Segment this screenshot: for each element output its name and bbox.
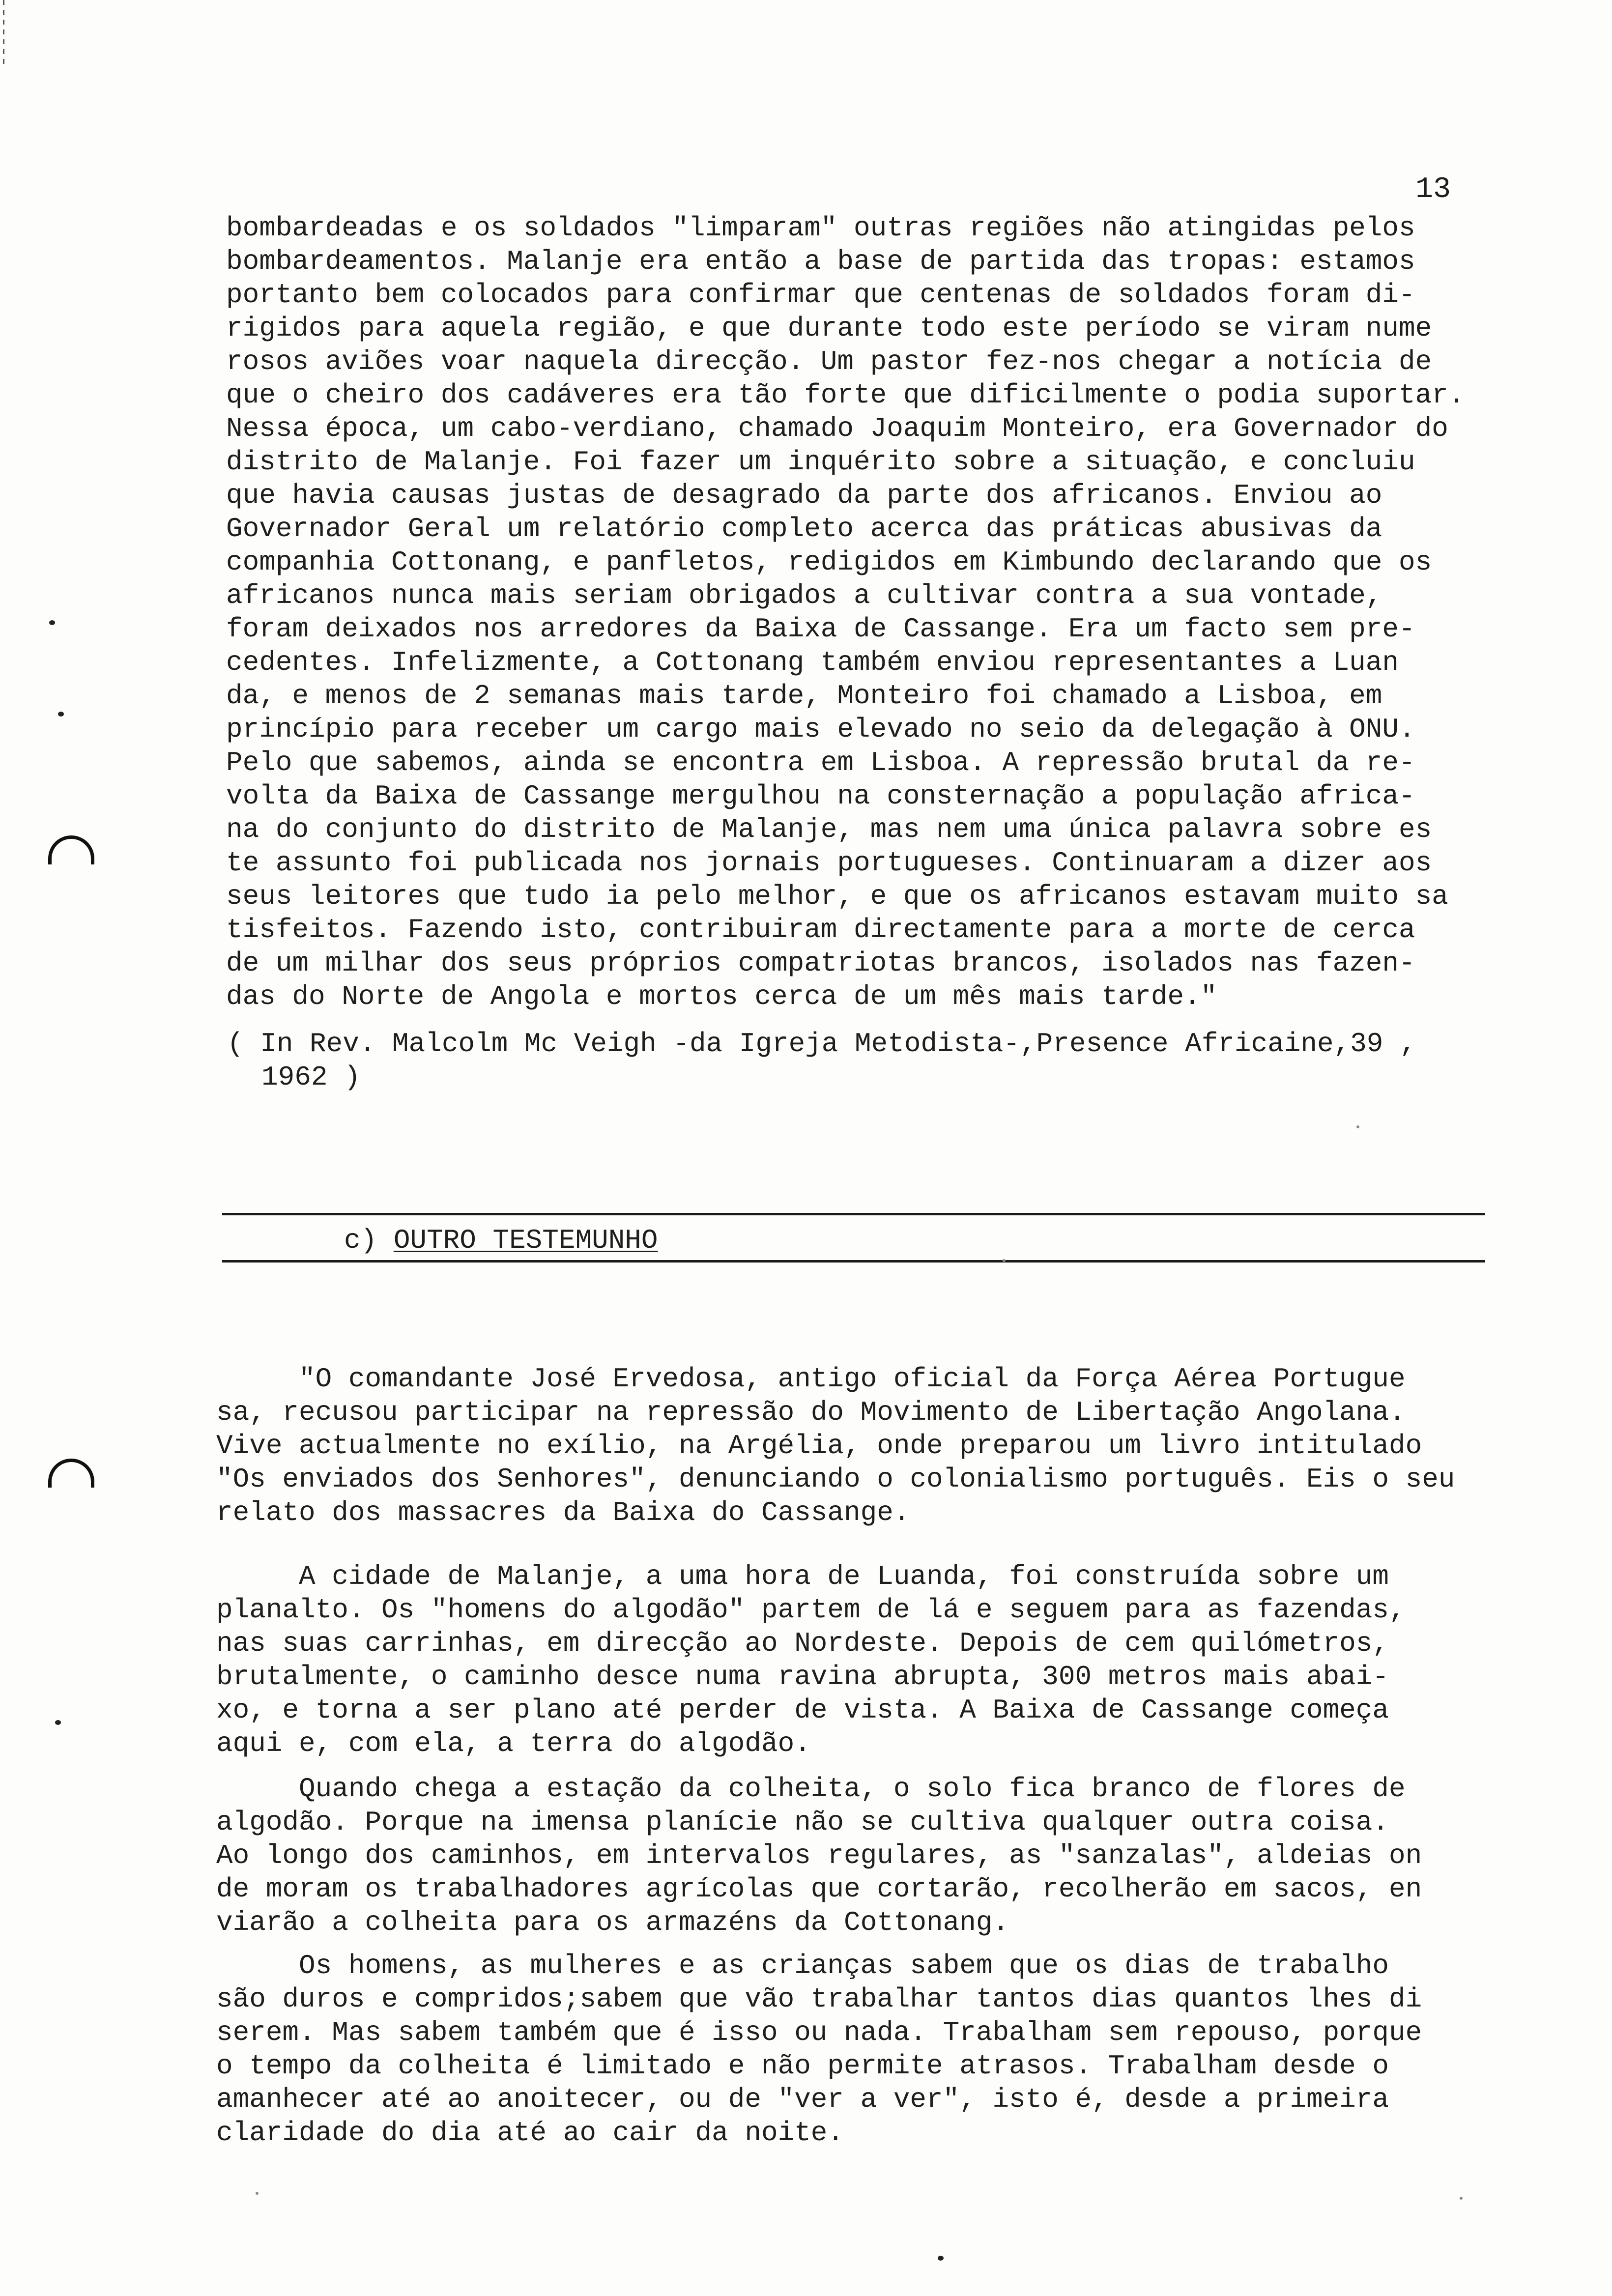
- citation-source: ( In Rev. Malcolm Mc Veigh -da Igreja Metodista-,Presence Africaine,39 ,: [227, 1028, 1416, 1060]
- quote-line: companhia Cottonang, e panfletos, redigidos em Kimbundo declarando que os: [226, 546, 1432, 578]
- paragraph-line: "O comandante José Ervedosa, antigo oficial da Força Aérea Portugue: [216, 1363, 1406, 1395]
- quote-line: Nessa época, um cabo-verdiano, chamado Joaquim Monteiro, era Governador do: [226, 413, 1448, 444]
- paragraph-line: o tempo da colheita é limitado e não permite atrasos. Trabalham desde o: [216, 2050, 1389, 2082]
- quote-line: de um milhar dos seus próprios compatriotas brancos, isolados nas fazen-: [226, 947, 1415, 979]
- paragraph: [216, 1949, 1494, 2150]
- quote-line: que o cheiro dos cadáveres era tão forte que dificilmente o podia suportar.: [226, 379, 1465, 411]
- quote-line: na do conjunto do distrito de Malanje, mas nem uma única palavra sobre es: [226, 814, 1432, 845]
- quote-line: portanto bem colocados para confirmar que centenas de soldados foram di-: [226, 279, 1415, 311]
- paragraph-line: nas suas carrinhas, em direcção ao Nordeste. Depois de cem quilómetros,: [216, 1628, 1389, 1659]
- margin-dot: [938, 2256, 944, 2261]
- quote-line: volta da Baixa de Cassange mergulhou na consternação a população africa-: [226, 780, 1415, 812]
- quote-line: das do Norte de Angola e mortos cerca de um mês mais tarde.": [226, 981, 1217, 1012]
- scan-edge-artifact: [3, 0, 4, 69]
- quote-line: que havia causas justas de desagrado da parte dos africanos. Enviou ao: [226, 480, 1382, 511]
- section-rule-bottom: [222, 1260, 1485, 1263]
- scan-speck: [256, 2192, 259, 2195]
- paragraph-line: brutalmente, o caminho desce numa ravina abrupta, 300 metros mais abai-: [216, 1661, 1389, 1693]
- quote-line: te assunto foi publicada nos jornais portugueses. Continuaram a dizer aos: [226, 847, 1432, 879]
- quote-line: princípio para receber um cargo mais elevado no seio da delegação à ONU.: [226, 714, 1415, 745]
- paragraph-line: Ao longo dos caminhos, em intervalos regulares, as "sanzalas", aldeias on: [216, 1840, 1422, 1871]
- paragraph-line: claridade do dia até ao cair da noite.: [216, 2117, 844, 2149]
- margin-dot: [55, 1720, 61, 1725]
- paragraph-line: A cidade de Malanje, a uma hora de Luanda, foi construída sobre um: [216, 1561, 1389, 1592]
- quote-line: foram deixados nos arredores da Baixa de Cassange. Era um facto sem pre-: [226, 613, 1415, 645]
- paragraph-line: Os homens, as mulheres e as crianças sabem que os dias de trabalho: [216, 1950, 1389, 1981]
- paragraph-line: de moram os trabalhadores agrícolas que cortarão, recolherão em sacos, en: [216, 1873, 1422, 1905]
- paragraph-line: serem. Mas sabem também que é isso ou nada. Trabalham sem repouso, porque: [216, 2017, 1422, 2048]
- paragraph: [216, 1560, 1494, 1760]
- margin-dot: [58, 712, 64, 717]
- section-rule-top: [222, 1213, 1485, 1215]
- citation-year: 1962 ): [261, 1062, 361, 1093]
- quote-line: rigidos para aquela região, e que durante todo este período se viram nume: [226, 313, 1432, 344]
- scan-speck: [1356, 1125, 1359, 1128]
- quote-line: bombardeadas e os soldados "limparam" outras regiões não atingidas pelos: [226, 212, 1415, 244]
- citation: [227, 1027, 1495, 1094]
- scan-speck: [1460, 2197, 1463, 2200]
- quote-line: seus leitores que tudo ia pelo melhor, e que os africanos estavam muito sa: [226, 881, 1448, 912]
- section-heading: [344, 1224, 658, 1257]
- paragraph-line: são duros e compridos;sabem que vão trabalhar tantos dias quantos lhes di: [216, 1983, 1422, 2015]
- paragraph-line: aqui e, com ela, a terra do algodão.: [216, 1728, 811, 1759]
- paragraph: [216, 1772, 1494, 1939]
- quote-block: [226, 211, 1494, 1013]
- quote-line: distrito de Malanje. Foi fazer um inquérito sobre a situação, e concluiu: [226, 446, 1415, 478]
- section-label: c): [344, 1225, 377, 1256]
- paragraph-line: relato dos massacres da Baixa do Cassange.: [216, 1497, 910, 1528]
- quote-line: da, e menos de 2 semanas mais tarde, Monteiro foi chamado a Lisboa, em: [226, 680, 1382, 712]
- quote-line: bombardeamentos. Malanje era então a base de partida das tropas: estamos: [226, 246, 1415, 277]
- paragraph: [216, 1362, 1494, 1529]
- quote-line: tisfeitos. Fazendo isto, contribuiram directamente para a morte de cerca: [226, 914, 1415, 946]
- paragraph-line: algodão. Porque na imensa planície não se cultiva qualquer outra coisa.: [216, 1807, 1389, 1838]
- paragraph-line: planalto. Os "homens do algodão" partem de lá e seguem para as fazendas,: [216, 1594, 1406, 1626]
- quote-line: Pelo que sabemos, ainda se encontra em Lisboa. A repressão brutal da re-: [226, 747, 1415, 778]
- margin-dot: [49, 620, 55, 625]
- paragraph-line: "Os enviados dos Senhores", denunciando o colonialismo português. Eis o seu: [216, 1464, 1455, 1495]
- paragraph-line: sa, recusou participar na repressão do Movimento de Libertação Angolana.: [216, 1397, 1406, 1428]
- quote-line: Governador Geral um relatório completo acerca das práticas abusivas da: [226, 513, 1382, 545]
- paragraph-line: Quando chega a estação da colheita, o solo fica branco de flores de: [216, 1773, 1406, 1805]
- paragraph-line: amanhecer até ao anoitecer, ou de "ver a ver", isto é, desde a primeira: [216, 2084, 1389, 2115]
- scan-speck: [1003, 1259, 1006, 1262]
- paragraph-line: xo, e torna a ser plano até perder de vista. A Baixa de Cassange começa: [216, 1694, 1389, 1726]
- binder-hole-mark: [48, 1459, 94, 1488]
- quote-line: rosos aviões voar naquela direcção. Um pastor fez-nos chegar a notícia de: [226, 346, 1432, 377]
- quote-line: africanos nunca mais seriam obrigados a cultivar contra a sua vontade,: [226, 580, 1382, 611]
- binder-hole-mark: [48, 835, 94, 864]
- section-title: OUTRO TESTEMUNHO: [393, 1225, 658, 1256]
- paragraph-line: Vive actualmente no exílio, na Argélia, onde preparou um livro intitulado: [216, 1430, 1422, 1462]
- quote-line: cedentes. Infelizmente, a Cottonang também enviou representantes a Luan: [226, 647, 1399, 678]
- paragraph-line: viarão a colheita para os armazéns da Cottonang.: [216, 1907, 1009, 1938]
- page-number: 13: [1415, 173, 1451, 206]
